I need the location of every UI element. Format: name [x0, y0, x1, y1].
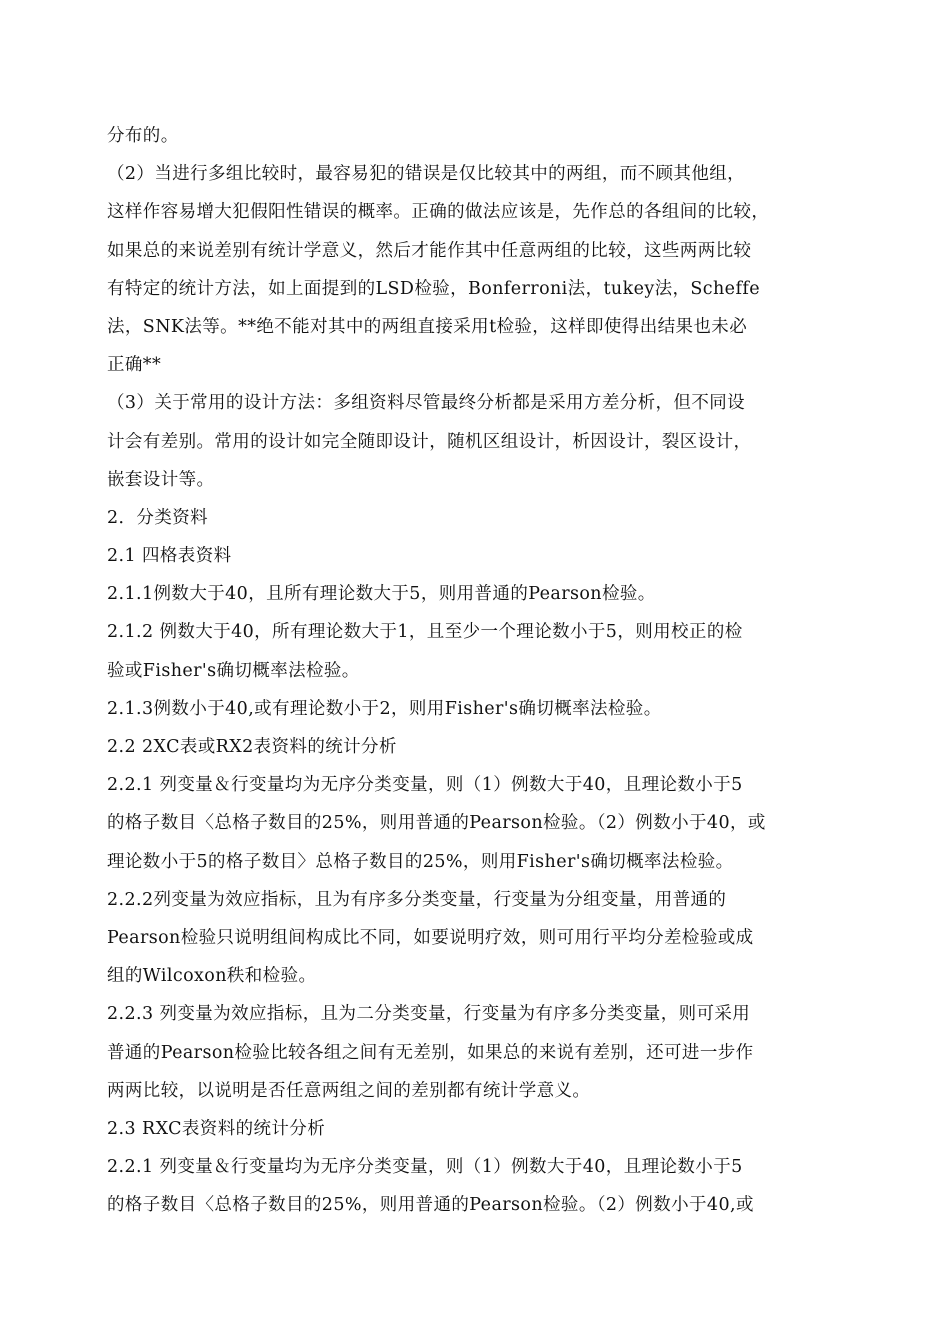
text-line: 嵌套设计等。 — [107, 469, 215, 490]
text-line: 2.2.3 列变量为效应指标，且为二分类变量，行变量为有序多分类变量，则可采用 — [107, 1004, 751, 1025]
text-line: Pearson检验只说明组间构成比不同，如要说明疗效，则可用行平均分差检验或成 — [107, 927, 754, 948]
text-line: （2）当进行多组比较时，最容易犯的错误是仅比较其中的两组，而不顾其他组， — [107, 164, 746, 185]
text-line: 法，SNK法等。**绝不能对其中的两组直接采用t检验，这样即使得出结果也未必 — [107, 316, 748, 337]
text-line: 2.1.3例数小于40,或有理论数小于2，则用Fisher's确切概率法检验。 — [107, 698, 662, 719]
text-line: 有特定的统计方法，如上面提到的LSD检验，Bonferroni法，tukey法，Scheffe — [107, 278, 760, 299]
text-line: 验或Fisher's确切概率法检验。 — [107, 660, 360, 681]
text-line: 2.2.1 列变量＆行变量均为无序分类变量，则（1）例数大于40，且理论数小于5 — [107, 1157, 743, 1178]
text-line: 如果总的来说差别有统计学意义，然后才能作其中任意两组的比较，这些两两比较 — [107, 240, 752, 261]
text-line: 的格子数目〈总格子数目的25%，则用普通的Pearson检验。（2）例数小于40，或 — [107, 813, 766, 834]
document-body — [107, 117, 847, 1224]
text-line: 2.1.1例数大于40，且所有理论数大于5，则用普通的Pearson检验。 — [107, 584, 656, 605]
text-line: 正确** — [107, 355, 162, 376]
subsection-heading: 2.2 2XC表或RX2表资料的统计分析 — [107, 737, 397, 757]
text-line: 计会有差别。常用的设计如完全随即设计，随机区组设计，析因设计，裂区设计， — [107, 431, 752, 452]
text-line: （3）关于常用的设计方法：多组资料尽管最终分析都是采用方差分析，但不同设 — [107, 393, 746, 414]
text-line: 2.1.2 例数大于40，所有理论数大于1，且至少一个理论数小于5，则用校正的检 — [107, 622, 743, 643]
text-line: 2.2.2列变量为效应指标，且为有序多分类变量，行变量为分组变量，用普通的 — [107, 889, 727, 910]
subsection-heading: 2.1 四格表资料 — [107, 546, 232, 567]
text-line: 分布的。 — [107, 126, 179, 146]
text-line: 组的Wilcoxon秩和检验。 — [107, 966, 317, 987]
text-line: 理论数小于5的格子数目〉总格子数目的25%，则用Fisher's确切概率法检验。 — [107, 851, 734, 872]
text-line: 两两比较，以说明是否任意两组之间的差别都有统计学意义。 — [107, 1080, 591, 1101]
subsection-heading: 2.3 RXC表资料的统计分析 — [107, 1118, 326, 1139]
text-line: 2.2.1 列变量＆行变量均为无序分类变量，则（1）例数大于40，且理论数小于5 — [107, 775, 743, 796]
text-line: 这样作容易增大犯假阳性错误的概率。正确的做法应该是，先作总的各组间的比较， — [107, 202, 770, 223]
section-heading: 2．分类资料 — [107, 507, 209, 528]
text-line: 的格子数目〈总格子数目的25%，则用普通的Pearson检验。（2）例数小于40,或 — [107, 1195, 754, 1216]
text-line: 普通的Pearson检验比较各组之间有无差别，如果总的来说有差别，还可进一步作 — [107, 1042, 754, 1063]
